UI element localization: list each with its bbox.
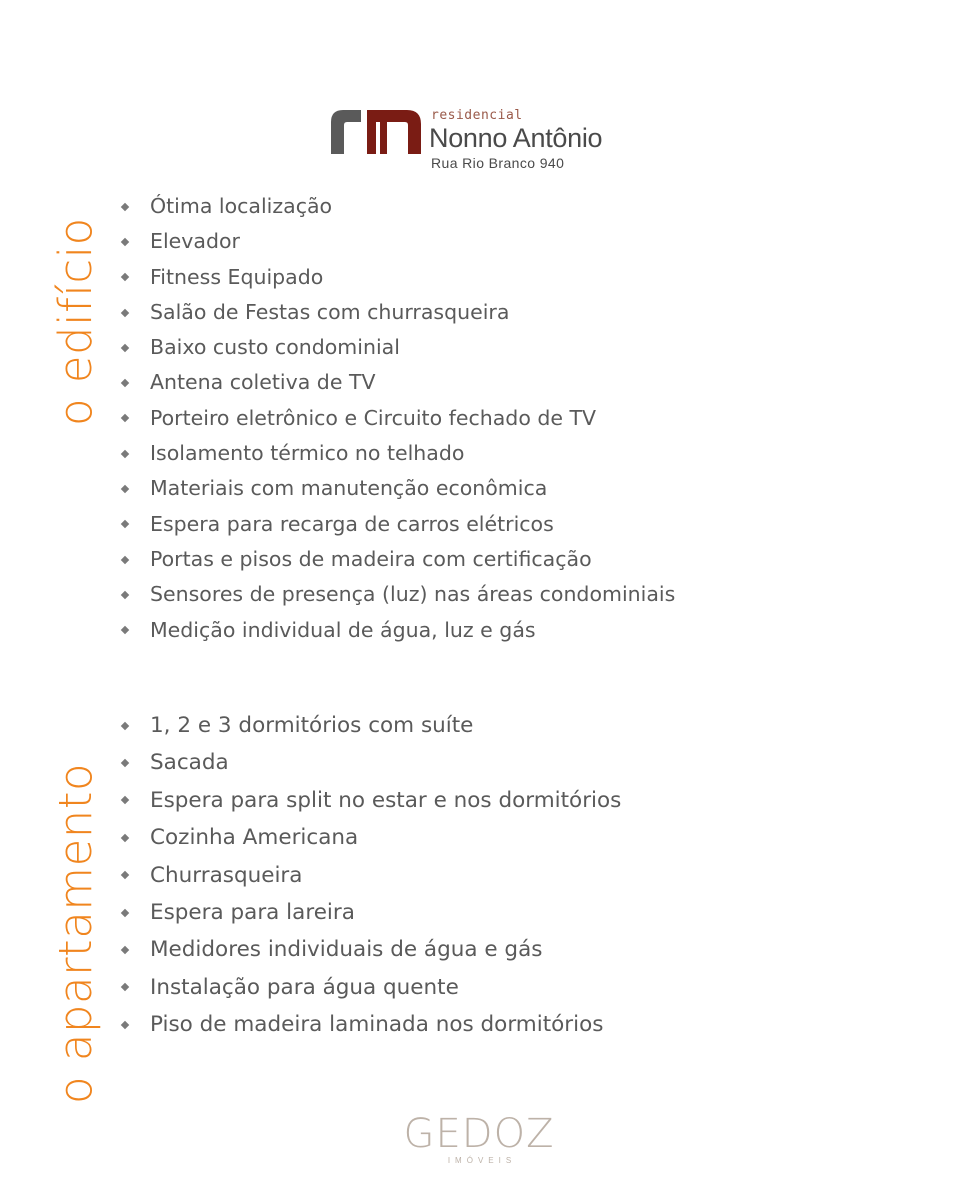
list-item-label: Espera para recarga de carros elétricos (150, 511, 554, 536)
header-logo (331, 104, 631, 174)
list-item-label: Medidores individuais de água e gás (150, 937, 543, 963)
section-heading-edificio: o edifício (49, 217, 102, 426)
list-item-label: 1, 2 e 3 dormitórios com suíte (150, 713, 474, 738)
logo-subtitle: residencial (431, 108, 523, 123)
footer-brand-logo (389, 1113, 569, 1169)
diamond-bullet-icon (121, 273, 129, 281)
list-item (115, 507, 675, 542)
diamond-bullet-icon (121, 485, 129, 493)
list-item (115, 295, 675, 330)
diamond-bullet-icon (121, 796, 129, 804)
list-item-label: Sacada (150, 750, 229, 776)
list-item-label: Espera para lareira (150, 899, 355, 925)
footer-brand-name: GEDOZ (403, 1111, 555, 1157)
list-item-label: Espera para split no estar e nos dormitórios (150, 787, 622, 813)
list-item-label: Baixo custo condominial (150, 335, 400, 360)
diamond-bullet-icon (121, 626, 129, 634)
footer-brand-tagline: IMÓVEIS (447, 1156, 517, 1165)
list-item (115, 782, 621, 819)
list-item (115, 260, 675, 295)
list-item (115, 857, 621, 894)
list-item-label: Medição individual de água, luz e gás (150, 617, 536, 642)
list-item (115, 401, 675, 436)
list-item (115, 542, 675, 577)
diamond-bullet-icon (121, 908, 129, 916)
list-item-label: Materiais com manutenção econômica (150, 476, 548, 501)
list-item (115, 894, 621, 931)
diamond-bullet-icon (121, 983, 129, 991)
list-item (115, 931, 621, 968)
rn-monogram-logo-icon (331, 108, 423, 154)
list-item (115, 330, 675, 365)
list-item (115, 189, 675, 224)
diamond-bullet-icon (121, 202, 129, 210)
list-item (115, 819, 621, 856)
diamond-bullet-icon (121, 946, 129, 954)
list-item-label: Portas e pisos de madeira com certificação (150, 546, 592, 571)
diamond-bullet-icon (121, 555, 129, 563)
list-item (115, 707, 621, 744)
section-heading-apartamento: o apartamento (49, 763, 102, 1104)
list-item-label: Ótima localização (150, 194, 333, 218)
diamond-bullet-icon (121, 759, 129, 767)
diamond-bullet-icon (121, 414, 129, 422)
list-item-label: Antena coletiva de TV (150, 370, 376, 395)
diamond-bullet-icon (121, 871, 129, 879)
list-item (115, 436, 675, 471)
list-item-label: Isolamento térmico no telhado (150, 441, 465, 466)
list-item-label: Cozinha Americana (150, 825, 359, 851)
diamond-bullet-icon (121, 591, 129, 599)
list-item-label: Salão de Festas com churrasqueira (150, 299, 510, 324)
list-item-label: Porteiro eletrônico e Circuito fechado de TV (150, 405, 597, 430)
feature-list-edificio (115, 189, 675, 648)
list-item (115, 613, 675, 648)
diamond-bullet-icon (121, 238, 129, 246)
diamond-bullet-icon (121, 449, 129, 457)
diamond-bullet-icon (121, 721, 129, 729)
list-item-label: Churrasqueira (150, 862, 303, 888)
list-item-label: Instalação para água quente (150, 974, 459, 1000)
diamond-bullet-icon (121, 520, 129, 528)
diamond-bullet-icon (121, 834, 129, 842)
list-item-label: Sensores de presença (luz) nas áreas condominiais (150, 582, 676, 607)
list-item (115, 224, 675, 259)
diamond-bullet-icon (121, 1021, 129, 1029)
list-item (115, 365, 675, 400)
list-item (115, 969, 621, 1006)
feature-list-apartamento (115, 707, 621, 1044)
list-item-label: Fitness Equipado (150, 264, 324, 289)
list-item (115, 471, 675, 506)
logo-address: Rua Rio Branco 940 (431, 155, 565, 171)
diamond-bullet-icon (121, 308, 129, 316)
list-item (115, 577, 675, 612)
list-item (115, 1006, 621, 1043)
diamond-bullet-icon (121, 379, 129, 387)
list-item-label: Elevador (150, 229, 240, 254)
logo-name: Nonno Antônio (429, 123, 603, 153)
list-item-label: Piso de madeira laminada nos dormitórios (150, 1012, 604, 1038)
diamond-bullet-icon (121, 344, 129, 352)
list-item (115, 744, 621, 781)
